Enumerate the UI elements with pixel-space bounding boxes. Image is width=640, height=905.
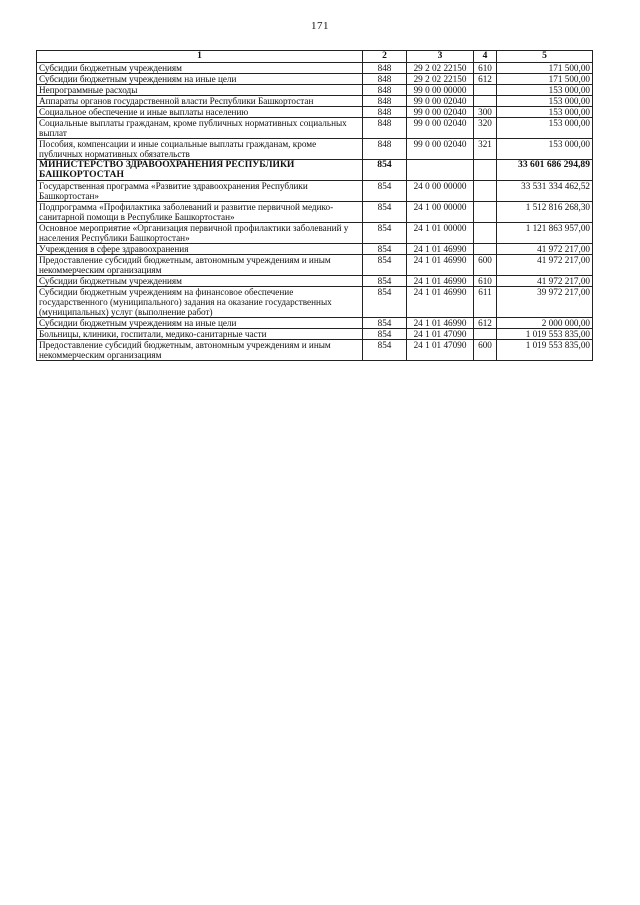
column-header: 3 (407, 51, 474, 63)
column-header: 4 (474, 51, 497, 63)
row-ministry-code-cell: 854 (363, 276, 407, 287)
row-name-cell: Государственная программа «Развитие здравоохранения Республики Башкортостан» (37, 181, 363, 202)
row-expense-type-cell: 611 (474, 287, 497, 318)
row-sum-cell: 153 000,00 (497, 96, 593, 107)
table-row (37, 181, 593, 202)
row-ministry-code-cell: 854 (363, 329, 407, 340)
row-expense-type-cell: 300 (474, 107, 497, 118)
row-name-cell: Непрограммные расходы (37, 85, 363, 96)
row-expense-type-cell (474, 244, 497, 255)
row-expense-type-cell (474, 329, 497, 340)
row-expense-type-cell: 321 (474, 139, 497, 160)
row-ministry-code-cell: 854 (363, 255, 407, 276)
row-expense-type-cell (474, 96, 497, 107)
row-expense-type-cell: 612 (474, 318, 497, 329)
column-header: 5 (497, 51, 593, 63)
row-ministry-code-cell: 854 (363, 340, 407, 361)
row-sum-cell: 1 019 553 835,00 (497, 340, 593, 361)
row-ministry-code-cell: 848 (363, 74, 407, 85)
row-expense-type-cell (474, 223, 497, 244)
row-sum-cell: 39 972 217,00 (497, 287, 593, 318)
row-sum-cell: 171 500,00 (497, 74, 593, 85)
row-ministry-code-cell: 854 (363, 287, 407, 318)
row-name-cell: Субсидии бюджетным учреждениям на финансовое обеспечение государственного (муниципального) задания на оказание государственных (муниципальных) услуг (выполнение работ) (37, 287, 363, 318)
row-target-article-cell: 24 1 01 46990 (407, 287, 474, 318)
row-ministry-code-cell: 848 (363, 107, 407, 118)
table-body (37, 63, 593, 361)
row-name-cell: МИНИСТЕРСТВО ЗДРАВООХРАНЕНИЯ РЕСПУБЛИКИ БАШКОРТОСТАН (37, 160, 363, 181)
row-sum-cell: 1 121 863 957,00 (497, 223, 593, 244)
table-header-row (37, 51, 593, 63)
row-expense-type-cell: 610 (474, 276, 497, 287)
row-sum-cell: 153 000,00 (497, 107, 593, 118)
table-row (37, 340, 593, 361)
row-name-cell: Больницы, клиники, госпитали, медико-санитарные части (37, 329, 363, 340)
row-sum-cell: 153 000,00 (497, 118, 593, 139)
row-ministry-code-cell: 854 (363, 202, 407, 223)
row-expense-type-cell: 320 (474, 118, 497, 139)
row-expense-type-cell (474, 85, 497, 96)
table-row (37, 255, 593, 276)
row-name-cell: Субсидии бюджетным учреждениям (37, 276, 363, 287)
row-sum-cell: 153 000,00 (497, 85, 593, 96)
table-row (37, 223, 593, 244)
row-target-article-cell: 24 0 00 00000 (407, 181, 474, 202)
row-expense-type-cell (474, 160, 497, 181)
row-ministry-code-cell: 848 (363, 63, 407, 74)
row-target-article-cell: 99 0 00 02040 (407, 107, 474, 118)
row-ministry-code-cell: 848 (363, 96, 407, 107)
row-sum-cell: 2 000 000,00 (497, 318, 593, 329)
table-row (37, 139, 593, 160)
row-expense-type-cell (474, 181, 497, 202)
page-number: 171 (311, 20, 329, 32)
row-sum-cell: 41 972 217,00 (497, 244, 593, 255)
row-expense-type-cell: 600 (474, 340, 497, 361)
row-target-article-cell: 24 1 01 46990 (407, 276, 474, 287)
row-name-cell: Пособия, компенсации и иные социальные выплаты гражданам, кроме публичных нормативных обязательств (37, 139, 363, 160)
row-name-cell: Аппараты органов государственной власти Республики Башкортостан (37, 96, 363, 107)
row-ministry-code-cell: 848 (363, 118, 407, 139)
row-ministry-code-cell: 854 (363, 318, 407, 329)
table-row (37, 85, 593, 96)
row-target-article-cell: 99 0 00 02040 (407, 96, 474, 107)
row-target-article-cell: 24 1 01 46990 (407, 255, 474, 276)
row-expense-type-cell (474, 202, 497, 223)
row-ministry-code-cell: 854 (363, 181, 407, 202)
row-name-cell: Социальные выплаты гражданам, кроме публичных нормативных социальных выплат (37, 118, 363, 139)
row-sum-cell: 41 972 217,00 (497, 255, 593, 276)
row-sum-cell: 41 972 217,00 (497, 276, 593, 287)
row-sum-cell: 1 019 553 835,00 (497, 329, 593, 340)
row-ministry-code-cell: 854 (363, 223, 407, 244)
row-ministry-code-cell: 848 (363, 139, 407, 160)
table-row (37, 118, 593, 139)
row-target-article-cell: 99 0 00 00000 (407, 85, 474, 96)
table-row (37, 160, 593, 181)
row-name-cell: Предоставление субсидий бюджетным, автономным учреждениям и иным некоммерческим организациям (37, 255, 363, 276)
row-target-article-cell: 24 1 01 00000 (407, 223, 474, 244)
row-name-cell: Подпрограмма «Профилактика заболеваний и развитие первичной медико-санитарной помощи в Республике Башкортостан» (37, 202, 363, 223)
row-target-article-cell: 24 1 01 47090 (407, 340, 474, 361)
table-row (37, 276, 593, 287)
table-row (37, 107, 593, 118)
row-target-article-cell: 29 2 02 22150 (407, 74, 474, 85)
table-row (37, 74, 593, 85)
row-target-article-cell: 24 1 01 46990 (407, 244, 474, 255)
row-name-cell: Субсидии бюджетным учреждениям на иные цели (37, 318, 363, 329)
row-target-article-cell: 24 1 01 46990 (407, 318, 474, 329)
row-name-cell: Учреждения в сфере здравоохранения (37, 244, 363, 255)
row-ministry-code-cell: 854 (363, 160, 407, 181)
row-name-cell: Основное мероприятие «Организация первичной профилактики заболеваний у населения Республики Башкортостан» (37, 223, 363, 244)
table-row (37, 244, 593, 255)
row-name-cell: Социальное обеспечение и иные выплаты населению (37, 107, 363, 118)
row-target-article-cell: 99 0 00 02040 (407, 118, 474, 139)
budget-table (36, 50, 593, 361)
table-row (37, 96, 593, 107)
table-row (37, 287, 593, 318)
row-expense-type-cell: 610 (474, 63, 497, 74)
row-sum-cell: 153 000,00 (497, 139, 593, 160)
row-name-cell: Субсидии бюджетным учреждениям на иные цели (37, 74, 363, 85)
row-ministry-code-cell: 848 (363, 85, 407, 96)
row-name-cell: Субсидии бюджетным учреждениям (37, 63, 363, 74)
row-target-article-cell: 29 2 02 22150 (407, 63, 474, 74)
row-ministry-code-cell: 854 (363, 244, 407, 255)
row-sum-cell: 1 512 816 268,30 (497, 202, 593, 223)
row-expense-type-cell: 612 (474, 74, 497, 85)
row-target-article-cell: 24 1 01 47090 (407, 329, 474, 340)
row-target-article-cell: 99 0 00 02040 (407, 139, 474, 160)
row-name-cell: Предоставление субсидий бюджетным, автономным учреждениям и иным некоммерческим организациям (37, 340, 363, 361)
row-sum-cell: 33 531 334 462,52 (497, 181, 593, 202)
row-sum-cell: 33 601 686 294,89 (497, 160, 593, 181)
row-target-article-cell (407, 160, 474, 181)
table-row (37, 318, 593, 329)
column-header: 1 (37, 51, 363, 63)
table-row (37, 63, 593, 74)
row-target-article-cell: 24 1 00 00000 (407, 202, 474, 223)
row-expense-type-cell: 600 (474, 255, 497, 276)
table-row (37, 329, 593, 340)
column-header: 2 (363, 51, 407, 63)
row-sum-cell: 171 500,00 (497, 63, 593, 74)
table-row (37, 202, 593, 223)
